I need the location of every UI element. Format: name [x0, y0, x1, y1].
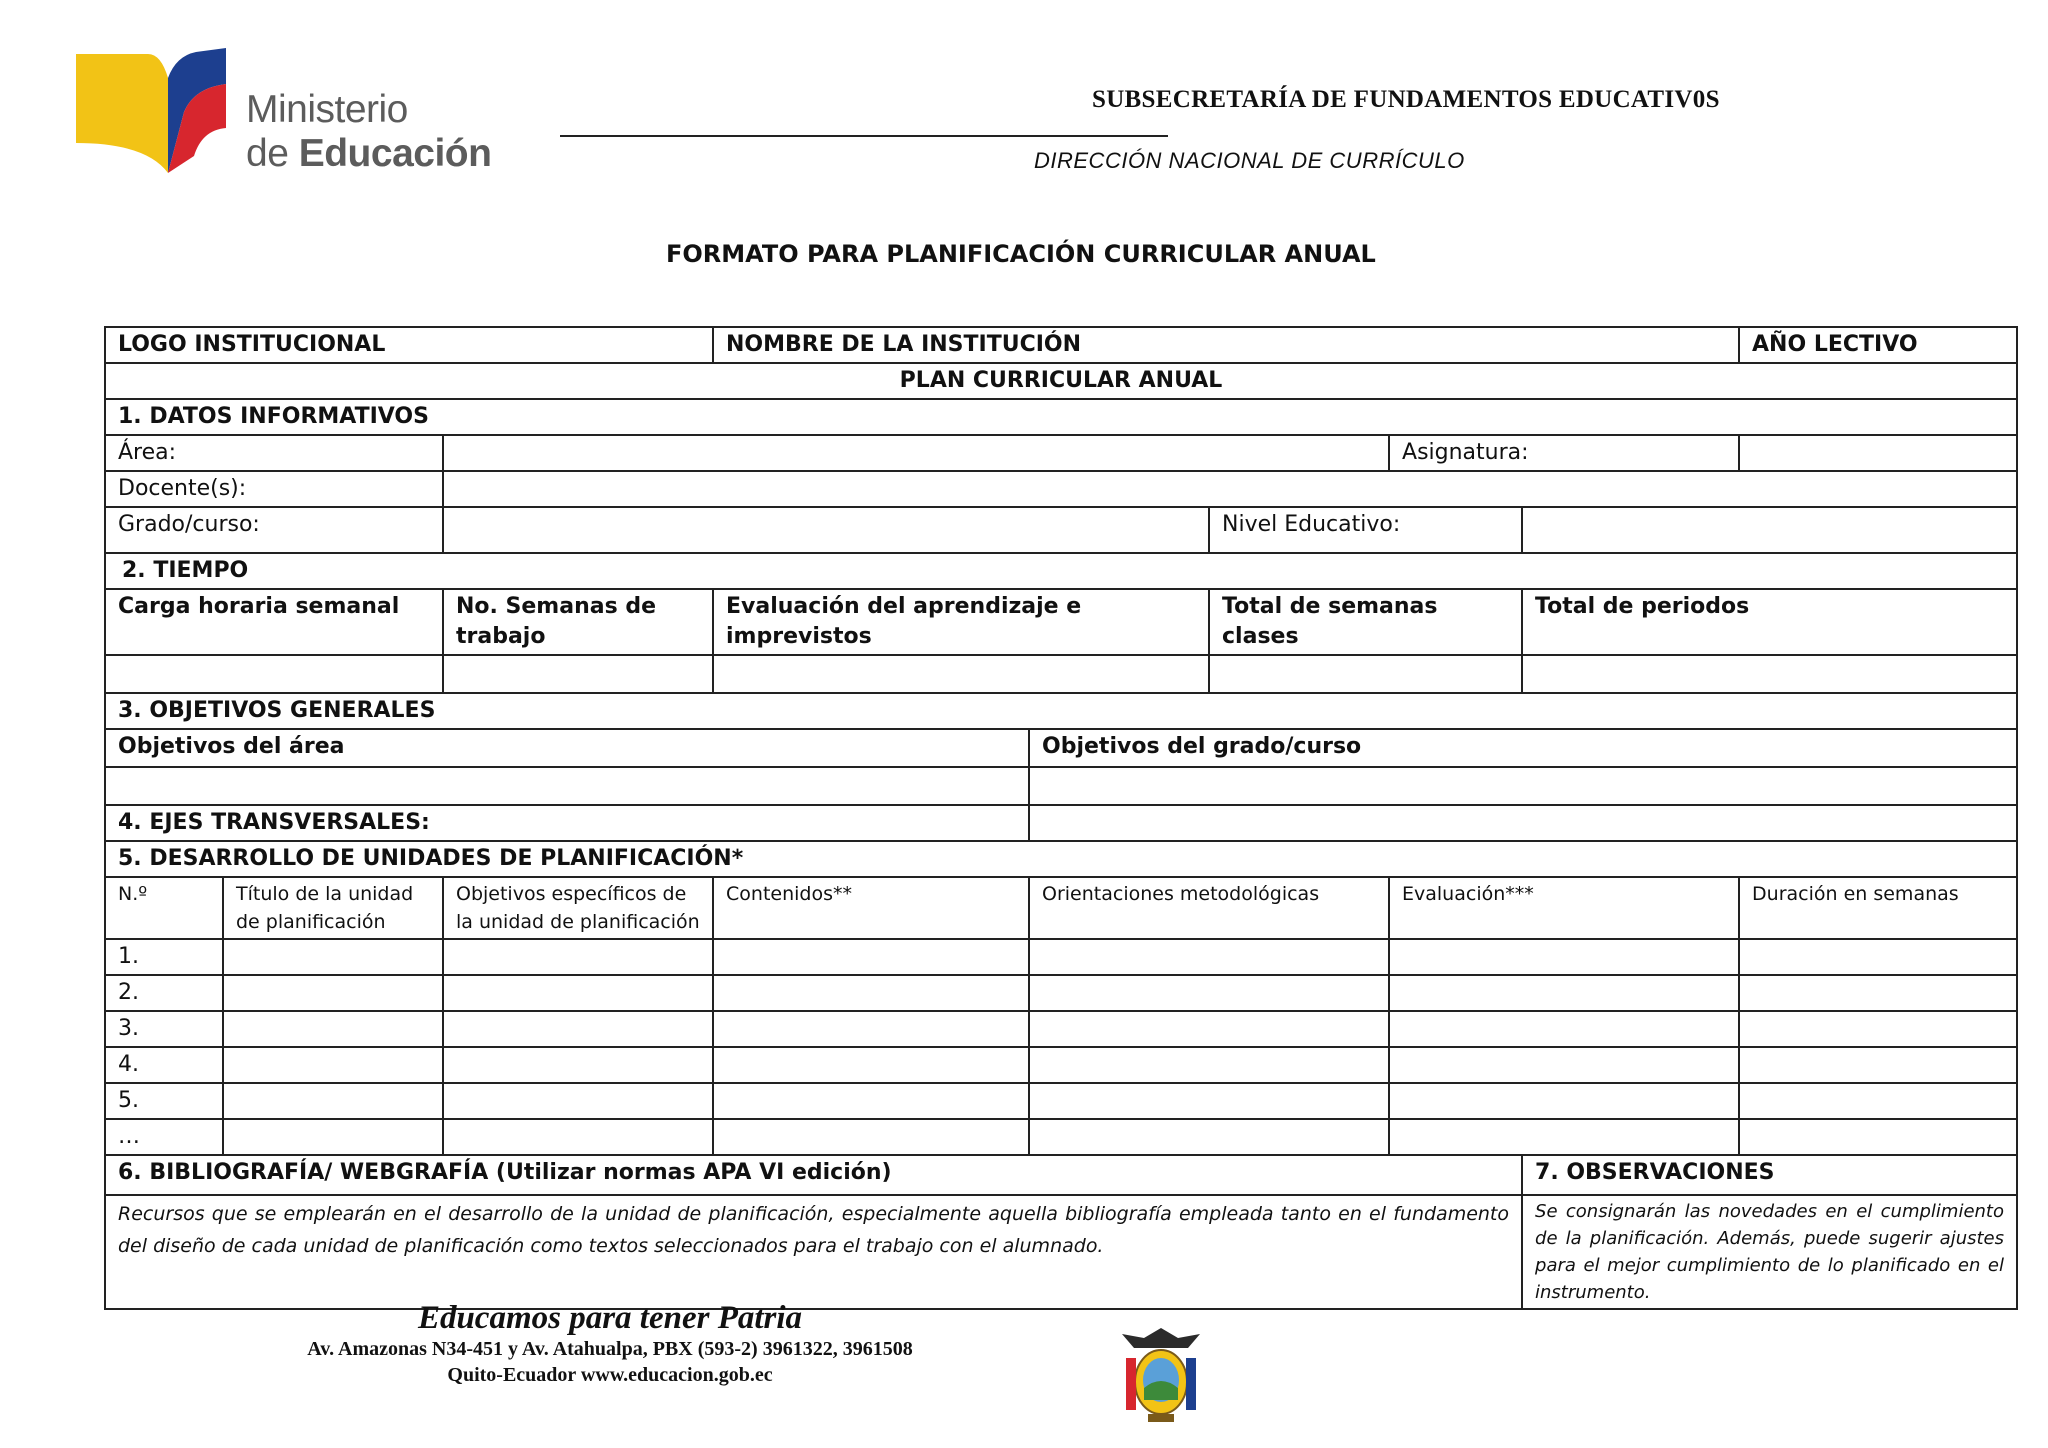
- orientaciones-header: Orientaciones metodológicas: [1029, 877, 1389, 939]
- total-semanas-header: Total de semanas clases: [1209, 589, 1522, 655]
- table-row: [105, 1083, 2017, 1119]
- planificacion-form-table: [104, 326, 2018, 1310]
- institution-row: [105, 327, 2017, 363]
- logo-text-ministerio: Ministerio: [246, 88, 408, 131]
- row-number: 4.: [105, 1047, 223, 1083]
- area-field[interactable]: [443, 435, 1389, 471]
- cell[interactable]: [1389, 1119, 1739, 1155]
- semanas-trabajo-header: No. Semanas de trabajo: [443, 589, 713, 655]
- cell[interactable]: [713, 1083, 1029, 1119]
- evaluacion-header: Evaluación***: [1389, 877, 1739, 939]
- cell[interactable]: [1029, 1119, 1389, 1155]
- ejes-transversales-label: 4. EJES TRANSVERSALES:: [105, 805, 1029, 841]
- cell[interactable]: [443, 975, 713, 1011]
- cell[interactable]: [713, 1119, 1029, 1155]
- duracion-header: Duración en semanas: [1739, 877, 2017, 939]
- cell[interactable]: [1029, 1083, 1389, 1119]
- cell[interactable]: [713, 939, 1029, 975]
- cell[interactable]: [1029, 939, 1389, 975]
- cell[interactable]: [223, 1011, 443, 1047]
- cell[interactable]: [1389, 1083, 1739, 1119]
- row-number: 5.: [105, 1083, 223, 1119]
- cell[interactable]: [1389, 1011, 1739, 1047]
- cell[interactable]: [1739, 1011, 2017, 1047]
- subsecretaria-heading: SUBSECRETARÍA DE FUNDAMENTOS EDUCATIV0S: [1092, 86, 1720, 113]
- evaluacion-imprevistos-header: Evaluación del aprendizaje e imprevistos: [713, 589, 1209, 655]
- cell[interactable]: [223, 1047, 443, 1083]
- cell[interactable]: [223, 1119, 443, 1155]
- cell[interactable]: [443, 1083, 713, 1119]
- row-number: …: [105, 1119, 223, 1155]
- cell[interactable]: [1389, 1047, 1739, 1083]
- table-row: [105, 939, 2017, 975]
- bibliografia-instructions: Recursos que se emplearán en el desarrollo de la unidad de planificación, especialmente aquella bibliografía empleada tanto en el fundamento del diseño de cada unidad de planificación como textos seleccionados para el trabajo con el alumnado.: [105, 1195, 1522, 1309]
- header-divider: [560, 135, 1168, 137]
- section-bibliografia: 6. BIBLIOGRAFÍA/ WEBGRAFÍA (Utilizar normas APA VI edición): [105, 1155, 1522, 1195]
- cell[interactable]: [1029, 1011, 1389, 1047]
- observaciones-instructions: Se consignarán las novedades en el cumplimiento de la planificación. Además, puede sugerir ajustes para el mejor cumplimiento de lo planificado en el instrumento.: [1522, 1195, 2017, 1309]
- objetivos-grado-field[interactable]: [1029, 767, 2017, 805]
- logo-text-educacion: de Educación: [246, 132, 492, 175]
- cell[interactable]: [1739, 1047, 2017, 1083]
- cell[interactable]: [1739, 1083, 2017, 1119]
- cell[interactable]: [1739, 939, 2017, 975]
- section-datos-informativos: 1. DATOS INFORMATIVOS: [105, 399, 2017, 435]
- total-semanas-field[interactable]: [1209, 655, 1522, 693]
- numero-header: N.º: [105, 877, 223, 939]
- grado-label: Grado/curso:: [105, 507, 443, 553]
- area-label: Área:: [105, 435, 443, 471]
- objetivos-area-field[interactable]: [105, 767, 1029, 805]
- nombre-institucion-cell: NOMBRE DE LA INSTITUCIÓN: [713, 327, 1739, 363]
- total-periodos-header: Total de periodos: [1522, 589, 2017, 655]
- cell[interactable]: [1739, 975, 2017, 1011]
- cell[interactable]: [443, 1011, 713, 1047]
- nivel-educativo-label: Nivel Educativo:: [1209, 507, 1522, 553]
- grado-field[interactable]: [443, 507, 1209, 553]
- anio-lectivo-cell: AÑO LECTIVO: [1739, 327, 2017, 363]
- footer-address: Av. Amazonas N34-451 y Av. Atahualpa, PBX (593-2) 3961322, 3961508: [307, 1338, 913, 1360]
- cell[interactable]: [443, 1119, 713, 1155]
- titulo-unidad-header: Título de la unidad de planificación: [223, 877, 443, 939]
- cell[interactable]: [1029, 975, 1389, 1011]
- footer-slogan: Educamos para tener Patria: [417, 1300, 803, 1336]
- flag-emblem-icon: [76, 48, 241, 173]
- objetivos-grado-header: Objetivos del grado/curso: [1029, 729, 2017, 767]
- cell[interactable]: [223, 1083, 443, 1119]
- semanas-trabajo-field[interactable]: [443, 655, 713, 693]
- contenidos-header: Contenidos**: [713, 877, 1029, 939]
- direccion-heading: DIRECCIÓN NACIONAL DE CURRÍCULO: [1034, 148, 1465, 173]
- ministerio-logo: [76, 48, 496, 173]
- cell[interactable]: [443, 1047, 713, 1083]
- section-desarrollo-unidades: 5. DESARROLLO DE UNIDADES DE PLANIFICACIÓN*: [105, 841, 2017, 877]
- unidades-header-row: [105, 877, 2017, 939]
- section-objetivos-generales: 3. OBJETIVOS GENERALES: [105, 693, 2017, 729]
- asignatura-label: Asignatura:: [1389, 435, 1739, 471]
- evaluacion-imprevistos-field[interactable]: [713, 655, 1209, 693]
- table-row: [105, 1011, 2017, 1047]
- cell[interactable]: [1029, 1047, 1389, 1083]
- cell[interactable]: [1389, 975, 1739, 1011]
- objetivos-especificos-header: Objetivos específicos de la unidad de planificación: [443, 877, 713, 939]
- row-number: 3.: [105, 1011, 223, 1047]
- nivel-educativo-field[interactable]: [1522, 507, 2017, 553]
- cell[interactable]: [1739, 1119, 2017, 1155]
- cell[interactable]: [223, 939, 443, 975]
- footer-city-web: Quito-Ecuador www.educacion.gob.ec: [447, 1364, 773, 1386]
- cell[interactable]: [1389, 939, 1739, 975]
- docentes-field[interactable]: [443, 471, 2017, 507]
- total-periodos-field[interactable]: [1522, 655, 2017, 693]
- logo-institucional-cell: LOGO INSTITUCIONAL: [105, 327, 713, 363]
- row-number: 2.: [105, 975, 223, 1011]
- ejes-transversales-field[interactable]: [1029, 805, 2017, 841]
- table-row: [105, 1047, 2017, 1083]
- objetivos-area-header: Objetivos del área: [105, 729, 1029, 767]
- carga-horaria-field[interactable]: [105, 655, 443, 693]
- row-number: 1.: [105, 939, 223, 975]
- section-tiempo: 2. TIEMPO: [105, 553, 2017, 589]
- carga-horaria-header: Carga horaria semanal: [105, 589, 443, 655]
- table-row: [105, 975, 2017, 1011]
- plan-curricular-title: PLAN CURRICULAR ANUAL: [105, 363, 2017, 399]
- section-observaciones: 7. OBSERVACIONES: [1522, 1155, 2017, 1195]
- table-row: [105, 1119, 2017, 1155]
- cell[interactable]: [713, 1047, 1029, 1083]
- cell[interactable]: [223, 975, 443, 1011]
- asignatura-field[interactable]: [1739, 435, 2017, 471]
- cell[interactable]: [713, 1011, 1029, 1047]
- coat-of-arms-icon: [1118, 1324, 1204, 1428]
- cell[interactable]: [443, 939, 713, 975]
- cell[interactable]: [713, 975, 1029, 1011]
- docentes-label: Docente(s):: [105, 471, 443, 507]
